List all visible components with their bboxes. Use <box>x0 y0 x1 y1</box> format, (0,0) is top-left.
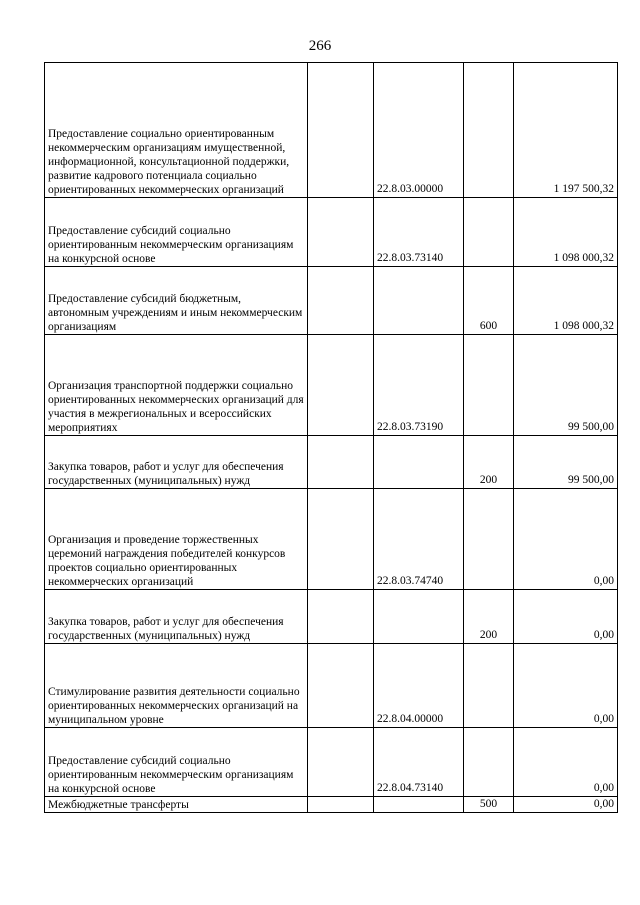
row-sum: 0,00 <box>593 782 614 794</box>
row-sum-cell <box>514 335 618 436</box>
row-kind: 200 <box>479 474 498 486</box>
row-name-cell <box>45 489 308 590</box>
empty-cell <box>308 267 374 335</box>
row-sum: 1 197 500,32 <box>553 183 614 195</box>
row-code-cell <box>374 267 464 335</box>
empty-cell <box>308 728 374 797</box>
row-name: Закупка товаров, работ и услуг для обеспечения государственных (муниципальных) нужд <box>48 461 284 487</box>
row-name-cell <box>45 728 308 797</box>
row-sum-cell <box>514 644 618 728</box>
row-code-cell <box>374 644 464 728</box>
empty-cell <box>308 436 374 489</box>
row-name-cell <box>45 63 308 198</box>
row-code-cell <box>374 797 464 813</box>
row-kind-cell <box>464 644 514 728</box>
row-name: Закупка товаров, работ и услуг для обеспечения государственных (муниципальных) нужд <box>48 616 284 642</box>
table-row <box>45 644 618 728</box>
row-name: Предоставление субсидий бюджетным, автономным учреждениям и иным некоммерческим организациям <box>48 293 303 333</box>
table-row <box>45 590 618 644</box>
row-sum: 1 098 000,32 <box>553 320 614 332</box>
row-name: Организация транспортной поддержки социально ориентированных некоммерческих организаций для участия в межрегиональных и всероссийских мероприятиях <box>48 380 304 434</box>
row-code <box>377 811 460 812</box>
row-name: Предоставление социально ориентированным некоммерческим организациям имущественной, информационной, консультационной поддержки, развитие кадрового потенциала социально ориентированных некоммерческих организаций <box>48 128 290 196</box>
row-kind: 200 <box>479 629 498 641</box>
empty-cell <box>308 335 374 436</box>
row-kind-cell <box>464 590 514 644</box>
row-sum-cell <box>514 198 618 267</box>
row-kind: 600 <box>479 320 498 332</box>
row-sum: 0,00 <box>593 629 614 641</box>
row-sum-cell <box>514 63 618 198</box>
row-code-cell <box>374 436 464 489</box>
row-name-cell <box>45 198 308 267</box>
empty-cell <box>308 63 374 198</box>
table-row <box>45 728 618 797</box>
row-code: 22.8.03.73190 <box>377 421 444 433</box>
row-code-cell <box>374 590 464 644</box>
row-name-cell <box>45 267 308 335</box>
empty-cell <box>308 590 374 644</box>
row-sum-cell <box>514 797 618 813</box>
row-name: Межбюджетные трансферты <box>48 799 189 811</box>
table-row <box>45 63 618 198</box>
row-kind-cell <box>464 436 514 489</box>
table-row <box>45 335 618 436</box>
row-code-cell <box>374 63 464 198</box>
row-kind-cell <box>464 335 514 436</box>
row-name-cell <box>45 797 308 813</box>
row-name-cell <box>45 335 308 436</box>
row-name: Стимулирование развития деятельности социально ориентированных некоммерческих организаций на муниципальном уровне <box>48 686 300 726</box>
row-code: 22.8.03.74740 <box>377 575 444 587</box>
empty-cell <box>308 797 374 813</box>
table-row <box>45 797 618 813</box>
table-row <box>45 267 618 335</box>
row-sum-cell <box>514 436 618 489</box>
row-code-cell <box>374 198 464 267</box>
row-code-cell <box>374 489 464 590</box>
row-sum: 0,00 <box>593 575 614 587</box>
row-kind-cell <box>464 728 514 797</box>
row-sum-cell <box>514 267 618 335</box>
table-row <box>45 489 618 590</box>
row-kind-cell <box>464 797 514 813</box>
row-sum: 0,00 <box>593 798 614 810</box>
row-name-cell <box>45 644 308 728</box>
table-row <box>45 198 618 267</box>
row-code: 22.8.04.00000 <box>377 713 444 725</box>
empty-cell <box>308 198 374 267</box>
row-sum-cell <box>514 489 618 590</box>
row-name-cell <box>45 436 308 489</box>
empty-cell <box>308 489 374 590</box>
row-kind: 500 <box>479 798 498 810</box>
row-code-cell <box>374 728 464 797</box>
row-sum: 0,00 <box>593 713 614 725</box>
row-code: 22.8.03.73140 <box>377 252 444 264</box>
row-kind-cell <box>464 63 514 198</box>
row-sum-cell <box>514 590 618 644</box>
empty-cell <box>308 644 374 728</box>
row-code-cell <box>374 335 464 436</box>
row-kind-cell <box>464 489 514 590</box>
row-name: Организация и проведение торжественных церемоний награждения победителей конкурсов проектов социально ориентированных некоммерческих организаций <box>48 534 286 588</box>
row-kind-cell <box>464 267 514 335</box>
page-number: 266 <box>308 38 332 54</box>
row-kind-cell <box>464 198 514 267</box>
row-sum-cell <box>514 728 618 797</box>
table-row <box>45 436 618 489</box>
row-name: Предоставление субсидий социально ориентированным некоммерческим организациям на конкурсной основе <box>48 755 294 795</box>
row-code: 22.8.03.00000 <box>377 183 444 195</box>
row-sum: 99 500,00 <box>568 474 614 486</box>
budget-table-body <box>45 63 618 813</box>
row-sum: 1 098 000,32 <box>553 252 614 264</box>
row-sum: 99 500,00 <box>568 421 614 433</box>
row-name-cell <box>45 590 308 644</box>
row-code: 22.8.04.73140 <box>377 782 444 794</box>
row-name: Предоставление субсидий социально ориентированным некоммерческим организациям на конкурсной основе <box>48 225 294 265</box>
budget-table <box>44 62 618 813</box>
